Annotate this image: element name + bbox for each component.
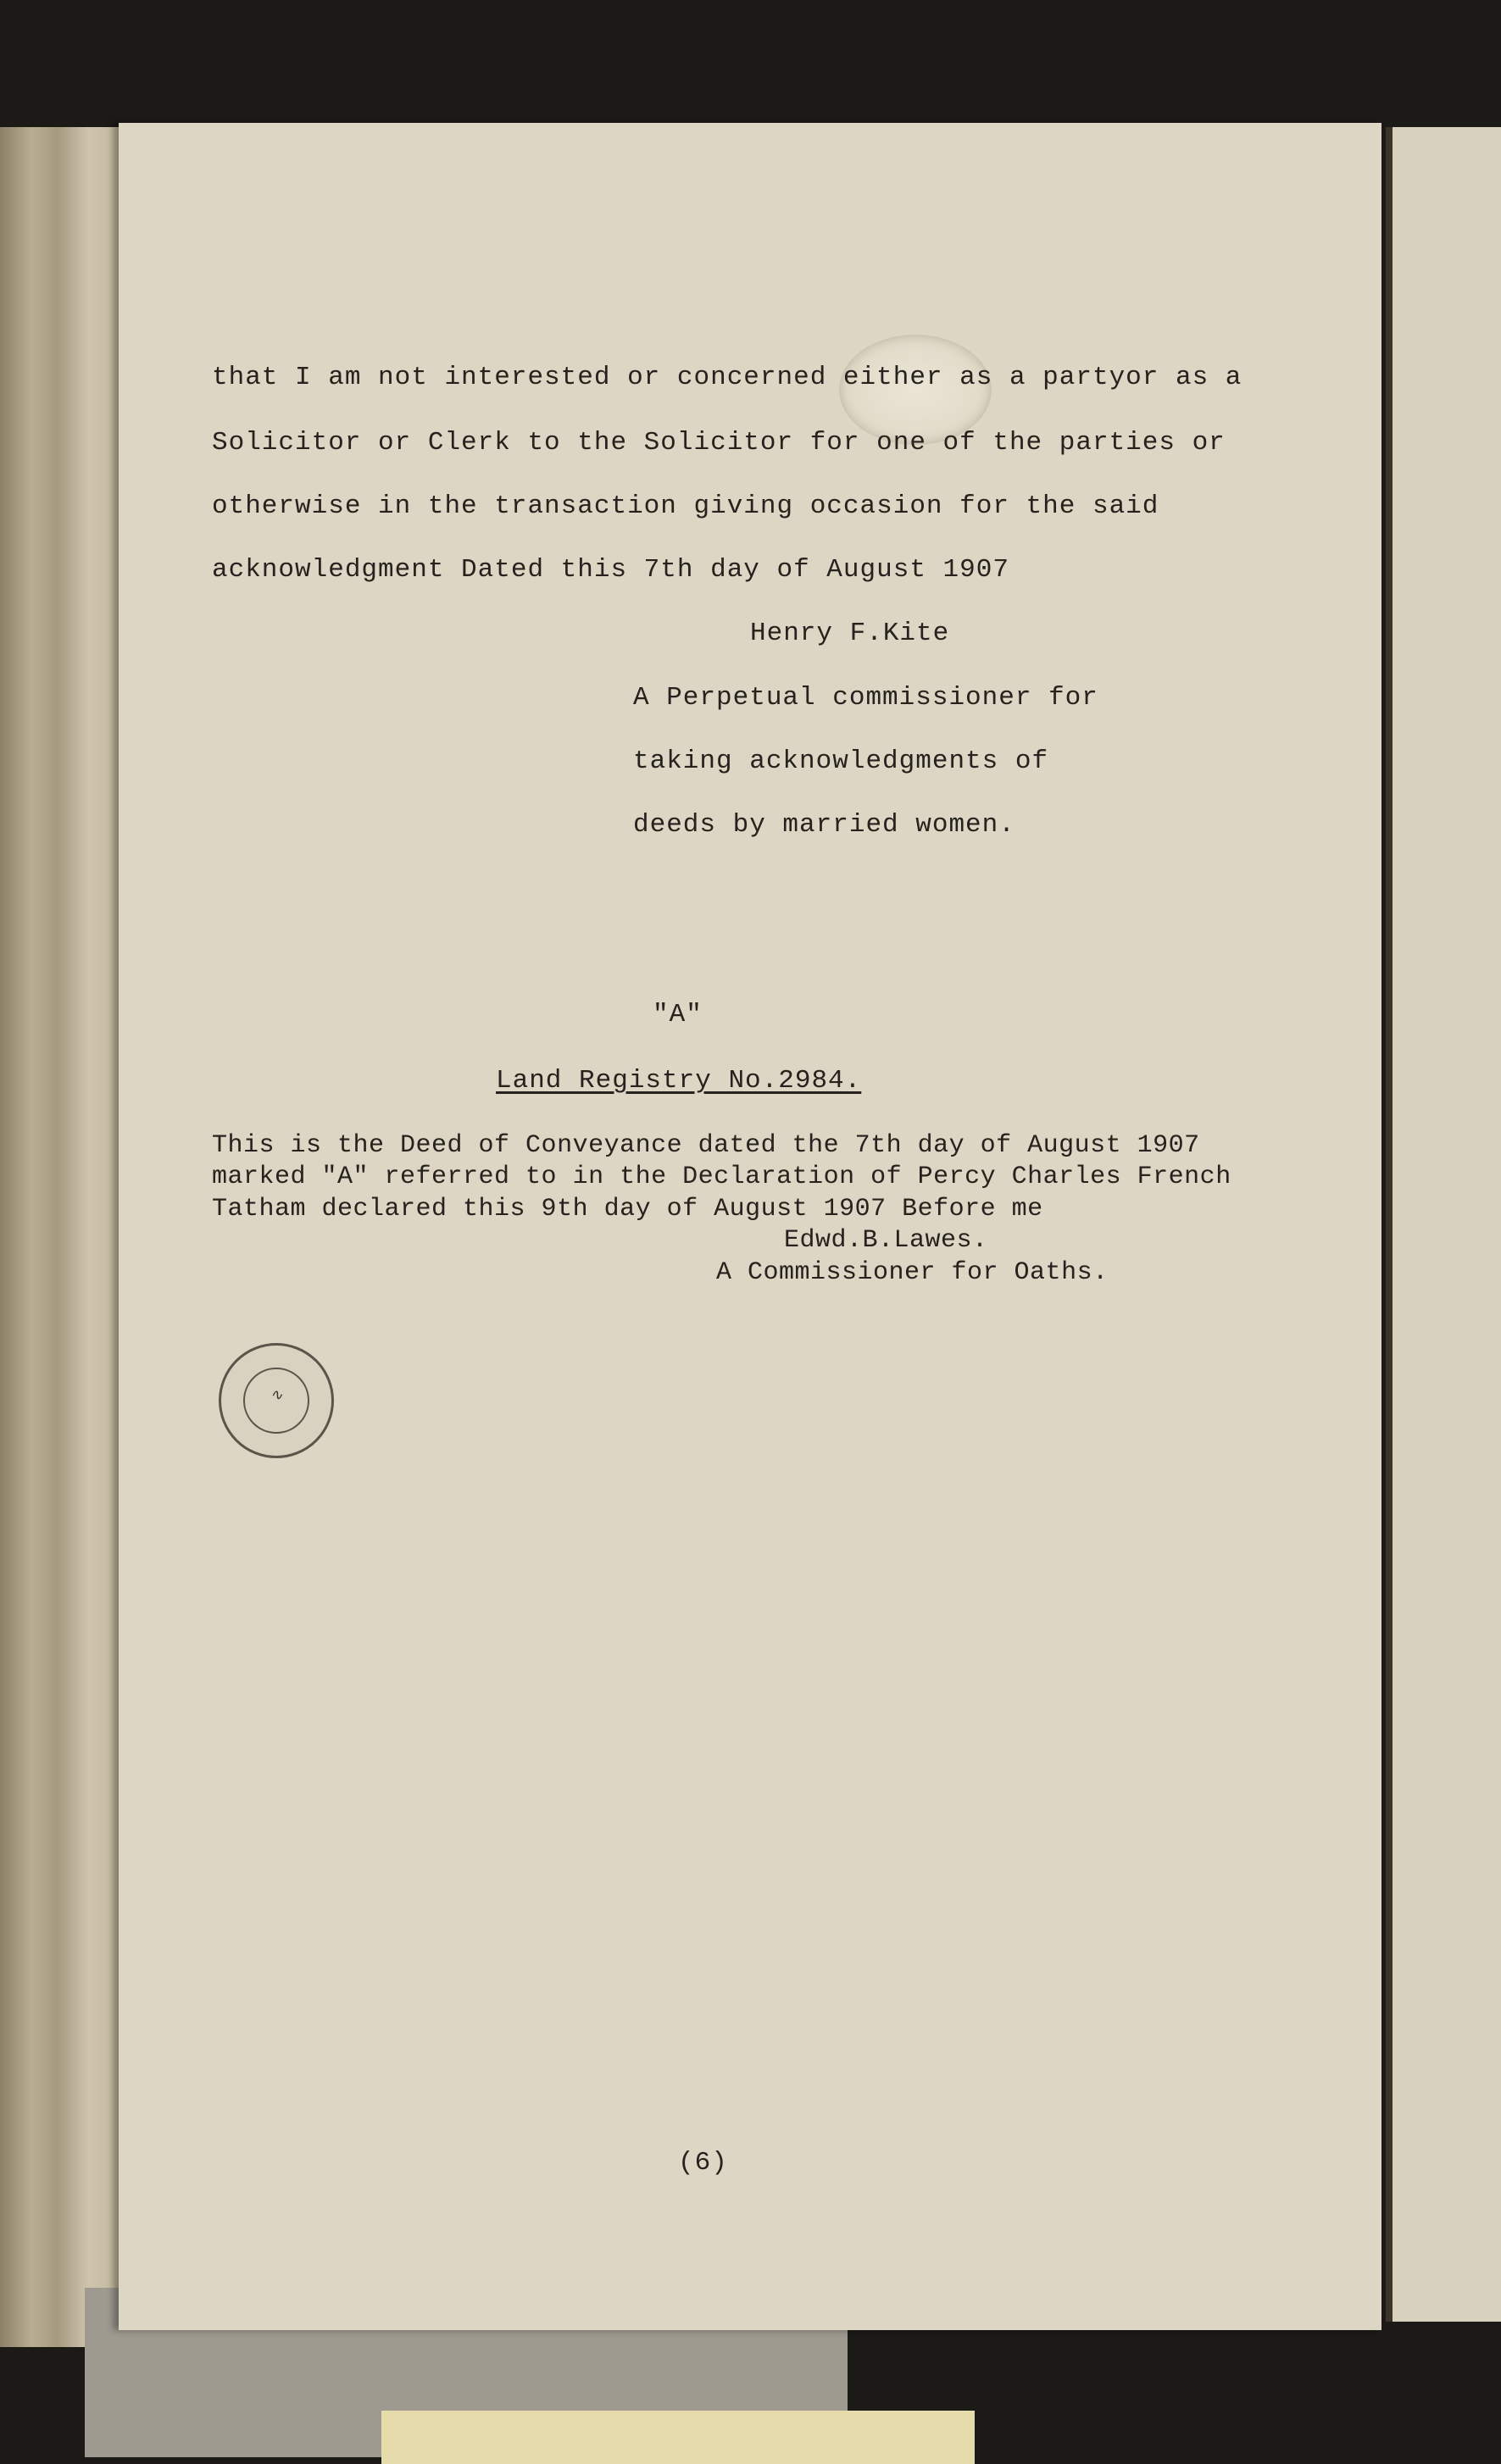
- exhibit-mark: "A": [653, 1000, 703, 1029]
- exhibit-line-2: marked "A" referred to in the Declaration of Percy Charles French: [212, 1163, 1231, 1191]
- land-registry-stamp: [219, 1343, 334, 1458]
- signatory-name: Henry F.Kite: [750, 619, 950, 648]
- stamp-initials: ∿: [270, 1388, 283, 1405]
- ledger-page-edges: [0, 127, 127, 2347]
- paragraph-line-4: acknowledgment Dated this 7th day of August 1907: [212, 555, 1009, 585]
- land-registry-number: Land Registry No.2984.: [496, 1066, 862, 1096]
- yellow-tab: [381, 2411, 975, 2464]
- signatory-title-2: taking acknowledgments of: [633, 746, 1049, 776]
- paragraph-line-1: that I am not interested or concerned either as a partyor as a: [212, 363, 1242, 392]
- exhibit-line-1: This is the Deed of Conveyance dated the 7th day of August 1907: [212, 1131, 1200, 1160]
- commissioner-title: A Commissioner for Oaths.: [716, 1258, 1109, 1287]
- page-number: (6): [678, 2148, 728, 2178]
- signatory-title-3: deeds by married women.: [633, 810, 1015, 840]
- adjacent-page: [1386, 127, 1501, 2322]
- signatory-title-1: A Perpetual commissioner for: [633, 683, 1098, 713]
- commissioner-name: Edwd.B.Lawes.: [784, 1226, 988, 1255]
- paragraph-line-2: Solicitor or Clerk to the Solicitor for one of the parties or: [212, 428, 1226, 458]
- exhibit-line-3: Tatham declared this 9th day of August 1907 Before me: [212, 1195, 1043, 1224]
- paragraph-line-3: otherwise in the transaction giving occasion for the said: [212, 491, 1159, 521]
